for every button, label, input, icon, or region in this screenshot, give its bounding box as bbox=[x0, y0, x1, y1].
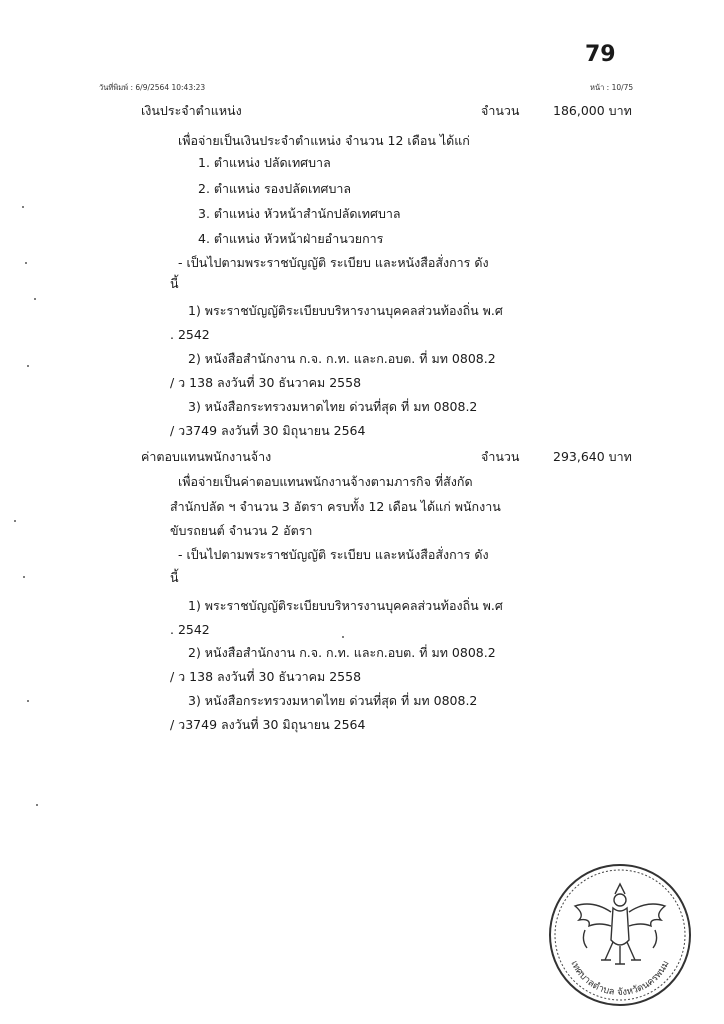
scan-speck bbox=[25, 262, 27, 264]
reference-item-cont: . 2542 bbox=[170, 622, 210, 637]
garuda-seal-icon bbox=[545, 860, 695, 1010]
amount-value: 293,640 บาท bbox=[553, 449, 632, 464]
reference-item: 1) พระราชบัญญัติระเบียบบริหารงานบุคคลส่วนท้องถิ่น พ.ศ bbox=[188, 303, 503, 318]
page-number: 79 bbox=[585, 42, 616, 67]
position-item: 3. ตำแหน่ง หัวหน้าสำนักปลัดเทศบาล bbox=[198, 206, 401, 221]
amount-label: จำนวน bbox=[481, 103, 520, 118]
basis-text: - เป็นไปตามพระราชบัญญัติ ระเบียบ และหนังสือสั่งการ ดัง bbox=[178, 547, 489, 562]
reference-item: 3) หนังสือกระทรวงมหาดไทย ด่วนที่สุด ที่ มท 0808.2 bbox=[188, 399, 478, 414]
position-item: 1. ตำแหน่ง ปลัดเทศบาล bbox=[198, 155, 331, 170]
position-item: 4. ตำแหน่ง หัวหน้าฝ่ายอำนวยการ bbox=[198, 231, 384, 246]
purpose-text-cont: สำนักปลัด ฯ จำนวน 3 อัตรา ครบทั้ง 12 เดือน ได้แก่ พนักงาน bbox=[170, 499, 501, 514]
reference-item-cont: . 2542 bbox=[170, 327, 210, 342]
purpose-text-cont: ขับรถยนต์ จำนวน 2 อัตรา bbox=[170, 523, 313, 538]
basis-text: - เป็นไปตามพระราชบัญญัติ ระเบียบ และหนังสือสั่งการ ดัง bbox=[178, 255, 489, 270]
amount-value: 186,000 บาท bbox=[553, 103, 632, 118]
reference-item: 2) หนังสือสำนักงาน ก.จ. ก.ท. และก.อบต. ที่ มท 0808.2 bbox=[188, 645, 496, 660]
seal-text: เทศบาลตำบล จังหวัดนครพนม bbox=[568, 959, 672, 999]
scan-speck bbox=[36, 804, 38, 806]
scan-speck bbox=[27, 365, 29, 367]
scan-speck bbox=[22, 206, 24, 208]
basis-text-cont: นี้ bbox=[170, 570, 179, 585]
reference-item-cont: / ว3749 ลงวันที่ 30 มิถุนายน 2564 bbox=[170, 423, 366, 438]
scan-speck bbox=[34, 298, 36, 300]
reference-item: 2) หนังสือสำนักงาน ก.จ. ก.ท. และก.อบต. ที่ มท 0808.2 bbox=[188, 351, 496, 366]
purpose-text: เพื่อจ่ายเป็นเงินประจำตำแหน่ง จำนวน 12 เดือน ได้แก่ bbox=[178, 133, 470, 148]
section-title: เงินประจำตำแหน่ง bbox=[141, 103, 242, 118]
scan-speck bbox=[14, 520, 16, 522]
reference-item: 3) หนังสือกระทรวงมหาดไทย ด่วนที่สุด ที่ มท 0808.2 bbox=[188, 693, 478, 708]
section-title: ค่าตอบแทนพนักงานจ้าง bbox=[141, 449, 272, 464]
reference-item: 1) พระราชบัญญัติระเบียบบริหารงานบุคคลส่วนท้องถิ่น พ.ศ bbox=[188, 598, 503, 613]
print-date: วันที่พิมพ์ : 6/9/2564 10:43:23 bbox=[99, 83, 206, 92]
reference-item-cont: / ว3749 ลงวันที่ 30 มิถุนายน 2564 bbox=[170, 717, 366, 732]
scan-speck bbox=[342, 636, 344, 638]
page-indicator: หน้า : 10/75 bbox=[590, 83, 634, 92]
svg-text:เทศบาลตำบล จังหวัดนครพนม bbox=[568, 959, 671, 998]
reference-item-cont: / ว 138 ลงวันที่ 30 ธันวาคม 2558 bbox=[170, 375, 362, 390]
reference-item-cont: / ว 138 ลงวันที่ 30 ธันวาคม 2558 bbox=[170, 669, 362, 684]
scan-speck bbox=[23, 576, 25, 578]
scan-speck bbox=[27, 700, 29, 702]
position-item: 2. ตำแหน่ง รองปลัดเทศบาล bbox=[198, 181, 352, 196]
purpose-text: เพื่อจ่ายเป็นค่าตอบแทนพนักงานจ้างตามภารกิจ ที่สังกัด bbox=[178, 474, 473, 489]
official-seal bbox=[545, 860, 695, 1010]
amount-label: จำนวน bbox=[481, 449, 520, 464]
basis-text-cont: นี้ bbox=[170, 276, 179, 291]
